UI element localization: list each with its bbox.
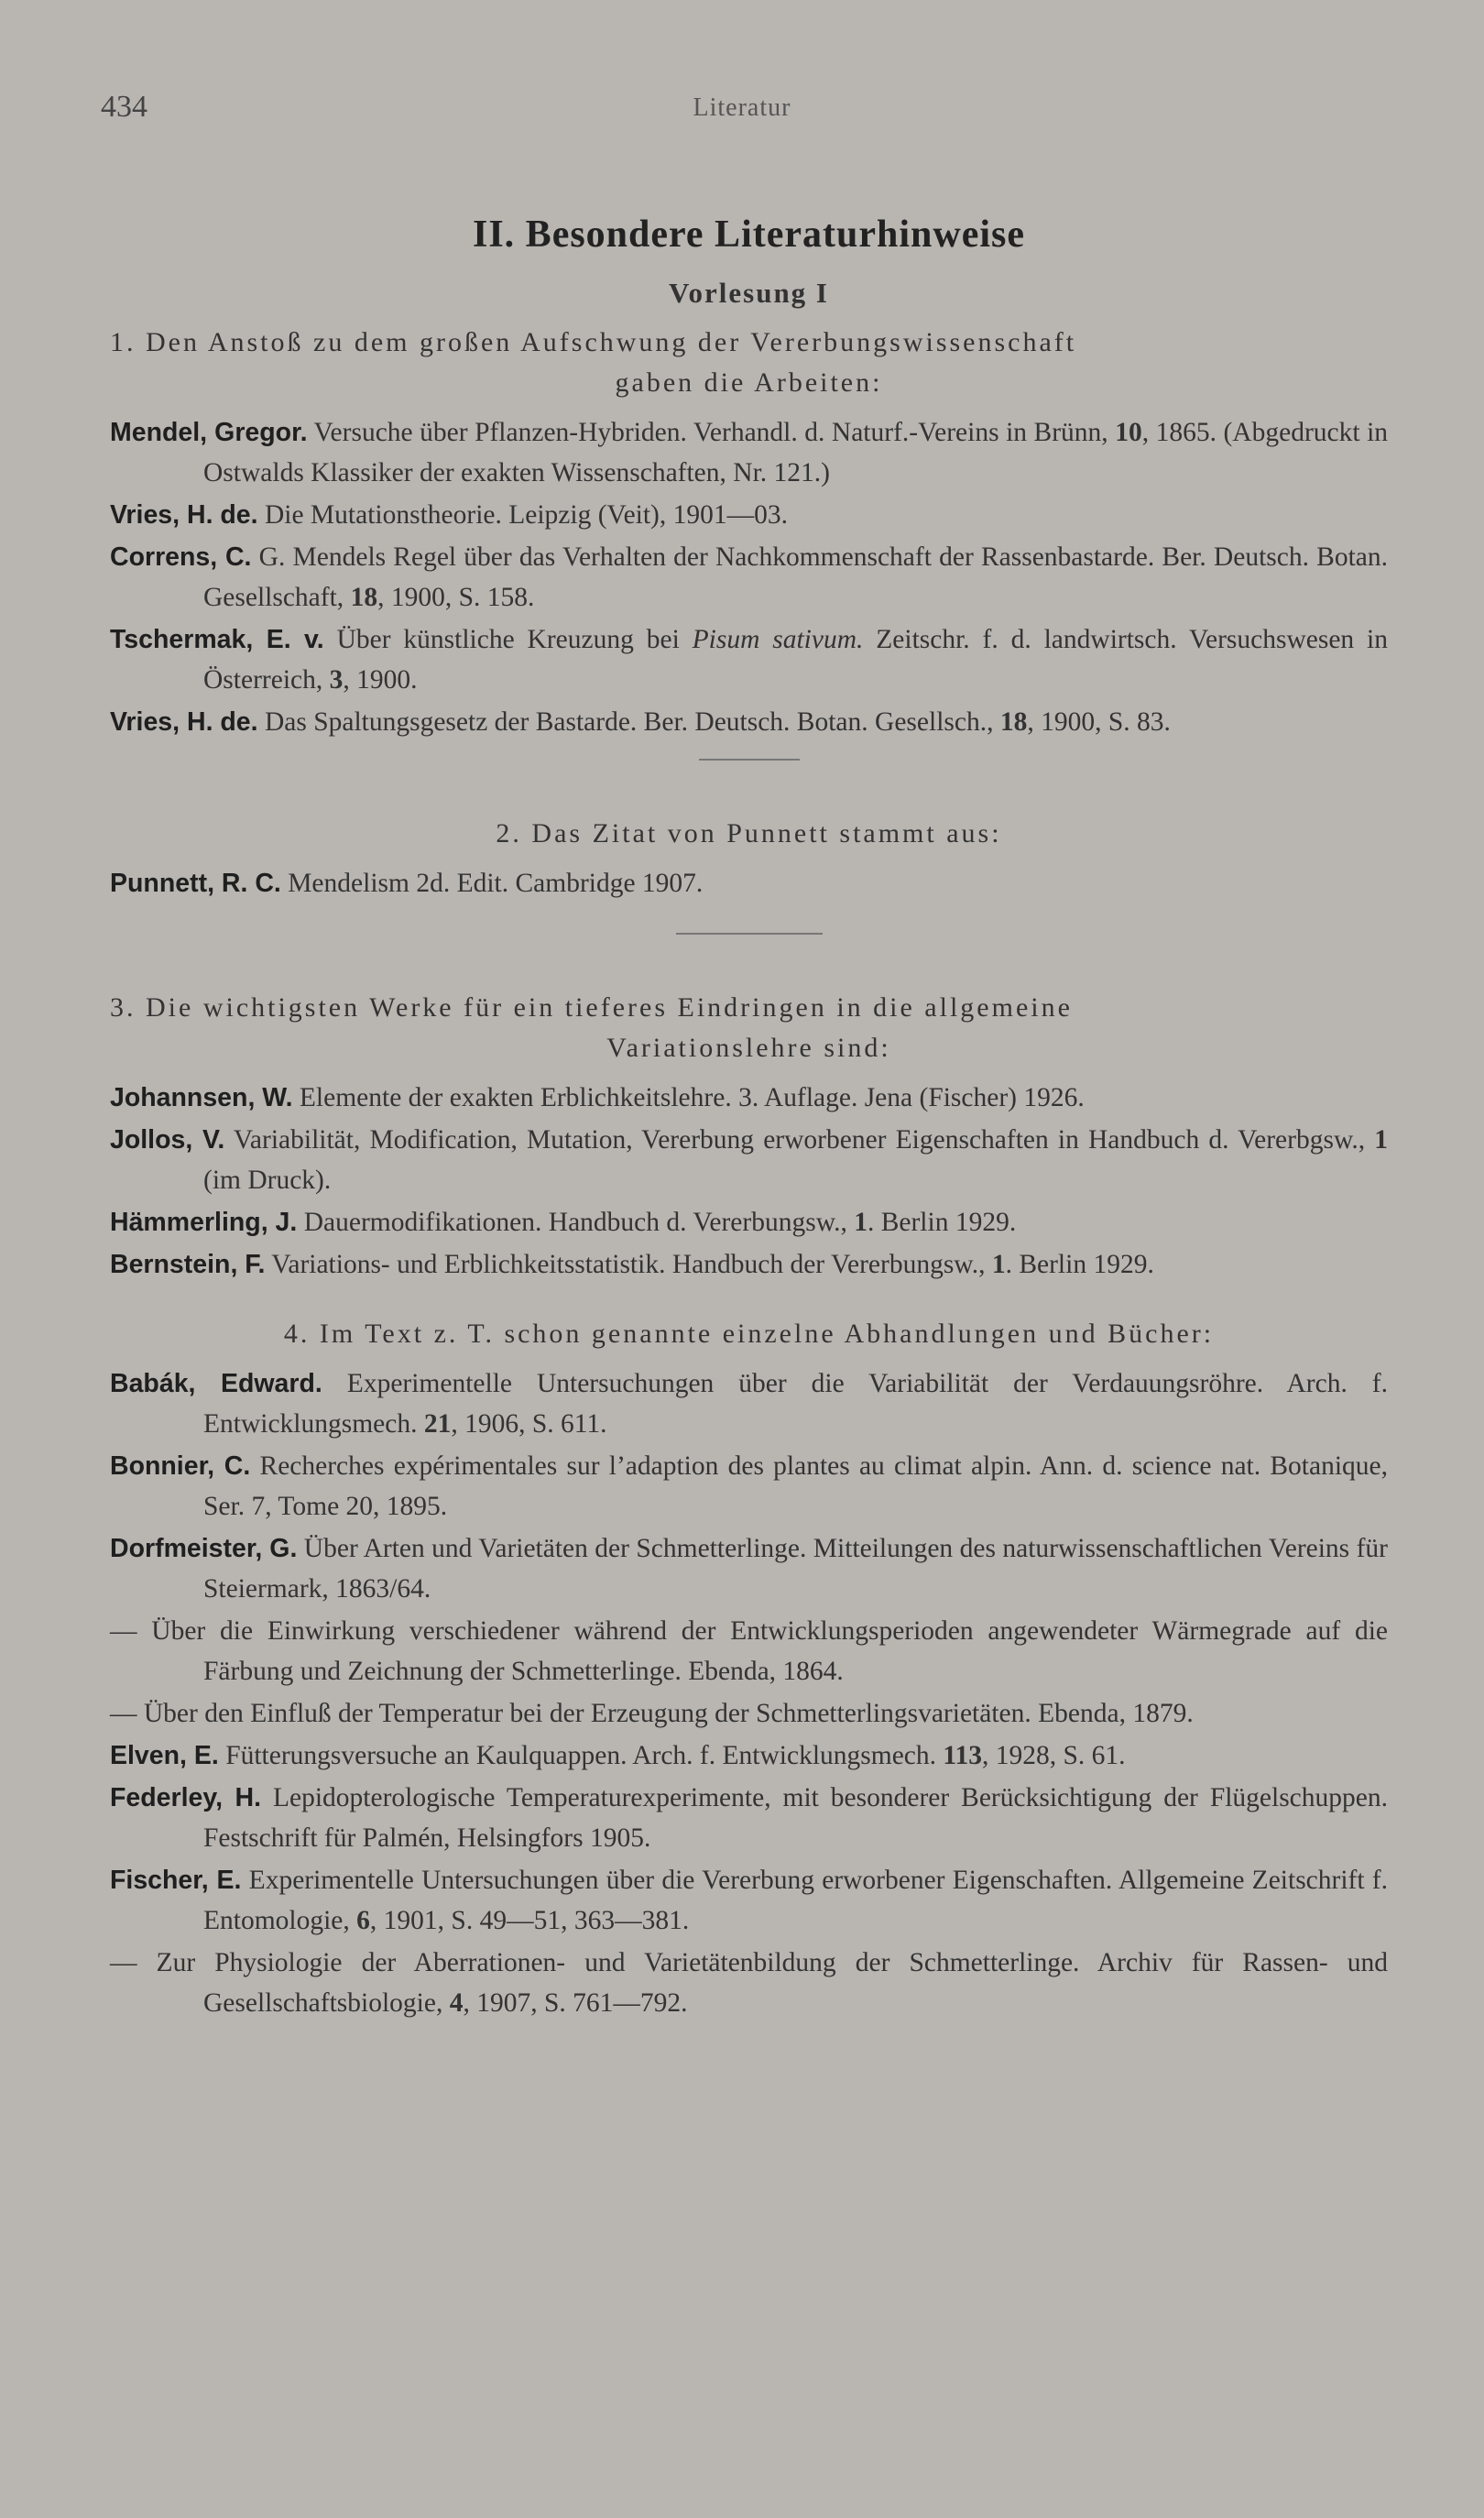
reference-text: Über den Einfluß der Temperatur bei der Erzeugung der Schmetterlingsvarietäten. Ebenda, 1879.	[136, 1699, 1194, 1728]
section-1-intro-line2: gaben die Arbeiten:	[615, 367, 883, 398]
reference-author: Fischer, E.	[110, 1866, 242, 1895]
section-3-intro-line1: 3. Die wichtigsten Werke für ein tieferes Eindringen in die allgemeine	[110, 992, 1073, 1023]
page-number: 434	[101, 90, 147, 124]
reference-volume: 21	[423, 1409, 452, 1439]
reference-text: Fütterungsversuche an Kaulquappen. Arch. f. Entwicklungsmech.	[218, 1741, 944, 1770]
reference-author: Punnett, R. C.	[110, 869, 281, 898]
reference-entry	[110, 1693, 1388, 1734]
reference-entry	[110, 537, 1388, 618]
reference-entry	[110, 702, 1388, 742]
section-1-intro	[110, 323, 1388, 403]
reference-volume: 1	[1374, 1125, 1388, 1155]
reference-text: Elemente der exakten Erblichkeitslehre. 3. Auflage. Jena (Fischer) 1926.	[292, 1083, 1085, 1112]
reference-author: Hämmerling, J.	[110, 1208, 298, 1237]
reference-text: Recherches expérimentales sur l’adaption des plantes au climat alpin. Ann. d. science nat. Botanique, Ser. 7, Tome 20, 1895.	[203, 1451, 1388, 1521]
reference-author: Federley, H.	[110, 1783, 262, 1812]
reference-entry	[110, 1528, 1388, 1609]
reference-author: Johannsen, W.	[110, 1083, 293, 1112]
reference-author: Babák, Edward.	[110, 1369, 322, 1398]
reference-volume: 1	[854, 1208, 867, 1237]
section-1-intro-line1: 1. Den Anstoß zu dem großen Aufschwung der Vererbungswissenschaft	[110, 327, 1077, 357]
reference-text: Das Spaltungsgesetz der Bastarde. Ber. Deutsch. Botan. Gesellsch.,	[257, 707, 1000, 737]
reference-volume: 6	[356, 1906, 370, 1935]
reference-text: Über Arten und Varietäten der Schmetterlinge. Mitteilungen des naturwissenschaftlichen Vereins für Steiermark, 1863/64.	[203, 1534, 1388, 1604]
reference-text: Variabilität, Modification, Mutation, Vererbung erworbener Eigenschaften in Handbuch d. Vererbgsw.,	[224, 1125, 1375, 1155]
page-header	[0, 90, 1484, 136]
reference-text: . Berlin 1929.	[1005, 1250, 1154, 1279]
reference-author: Bonnier, C.	[110, 1451, 251, 1481]
reference-entry	[110, 1778, 1388, 1858]
section-2-intro: 2. Das Zitat von Punnett stammt aus:	[496, 818, 1002, 848]
section-title: II. Besondere Literaturhinweise	[472, 213, 1026, 256]
reference-entry	[110, 1244, 1388, 1285]
reference-author: Correns, C.	[110, 542, 252, 572]
reference-author: Jollos, V.	[110, 1125, 225, 1155]
reference-text: , 1928, S. 61.	[982, 1741, 1126, 1770]
reference-text: Zeitschr. f. d. landwirtsch. Versuchswesen in Österreich,	[203, 625, 1388, 695]
reference-author: Tschermak, E. v.	[110, 625, 324, 654]
reference-author: Dorfmeister, G.	[110, 1534, 298, 1563]
reference-volume: 18	[999, 707, 1028, 737]
reference-text: G. Mendels Regel über das Verhalten der Nachkommenschaft der Rassenbastarde. Ber. Deutsch. Botan. Gesellschaft,	[203, 542, 1388, 612]
reference-text: Dauermodifikationen. Handbuch d. Vererbungsw.,	[297, 1208, 855, 1237]
reference-volume: 10	[1115, 418, 1142, 447]
reference-text: , 1900.	[343, 665, 418, 695]
reference-text: Variations- und Erblichkeitsstatistik. Handbuch der Vererbungsw.,	[265, 1250, 992, 1279]
reference-entry	[110, 863, 1388, 903]
reference-entry	[110, 1611, 1388, 1691]
reference-volume: 18	[350, 583, 378, 612]
reference-text: , 1901, S. 49—51, 363—381.	[369, 1906, 690, 1935]
reference-text: Die Mutationstheorie. Leipzig (Veit), 1901—03.	[257, 500, 788, 530]
reference-entry	[110, 495, 1388, 535]
reference-entry	[110, 1446, 1388, 1527]
ditto-dash: —	[110, 1616, 137, 1646]
reference-text: (im Druck).	[203, 1166, 332, 1195]
reference-author: Bernstein, F.	[110, 1250, 266, 1279]
reference-text: Experimentelle Untersuchungen über die Variabilität der Verdauungsröhre. Arch. f. Entwicklungsmech.	[203, 1369, 1388, 1439]
ditto-dash: —	[110, 1699, 137, 1728]
section-3-intro-line2: Variationslehre sind:	[606, 1033, 891, 1063]
reference-author: Vries, H. de.	[110, 707, 258, 737]
reference-entry	[110, 1078, 1388, 1118]
reference-entry	[110, 1735, 1388, 1776]
reference-species-name: Pisum sativum.	[692, 625, 864, 654]
reference-text: Zur Physiologie der Aberrationen- und Varietätenbildung der Schmetterlinge. Archiv für Rassen- und Gesellschaftsbiologie,	[136, 1948, 1388, 2018]
ditto-dash: —	[110, 1948, 137, 1977]
reference-text: , 1900, S. 83.	[1027, 707, 1171, 737]
reference-entry	[110, 1120, 1388, 1200]
reference-text: Über künstliche Kreuzung bei	[323, 625, 693, 654]
section-3-intro	[110, 988, 1388, 1068]
reference-volume: 1	[991, 1250, 1006, 1279]
reference-text: Experimentelle Untersuchungen über die Vererbung erworbener Eigenschaften. Allgemeine Zeitschrift f. Entomologie,	[203, 1866, 1388, 1935]
reference-entry	[110, 412, 1388, 493]
reference-entry	[110, 1202, 1388, 1243]
reference-text: , 1900, S. 158.	[377, 583, 535, 612]
reference-entry	[110, 619, 1388, 700]
reference-text: , 1865. (Abgedruckt in Ostwalds Klassiker der exakten Wissenschaften, Nr. 121.)	[203, 418, 1389, 487]
reference-author: Vries, H. de.	[110, 500, 258, 530]
reference-entry	[110, 1363, 1388, 1444]
reference-volume: 113	[943, 1741, 983, 1770]
lecture-heading: Vorlesung I	[668, 277, 830, 309]
running-head: Literatur	[693, 93, 791, 122]
reference-text: Versuche über Pflanzen-Hybriden. Verhandl. d. Naturf.-Vereins in Brünn,	[307, 418, 1116, 447]
reference-author: Elven, E.	[110, 1741, 219, 1770]
reference-entry	[110, 1943, 1388, 2023]
reference-text: . Berlin 1929.	[867, 1208, 1017, 1237]
reference-volume: 4	[449, 1988, 464, 2018]
reference-text: Mendelism 2d. Edit. Cambridge 1907.	[280, 869, 704, 898]
reference-text: Über die Einwirkung verschiedener während der Entwicklungsperioden angewendeter Wärmegrade auf die Färbung und Zeichnung der Schmetterlinge. Ebenda, 1864.	[136, 1616, 1388, 1686]
section-4-intro: 4. Im Text z. T. schon genannte einzelne Abhandlungen und Bücher:	[283, 1319, 1215, 1349]
reference-text: , 1906, S. 611.	[451, 1409, 607, 1439]
reference-entry	[110, 1860, 1388, 1941]
page-body	[110, 213, 1388, 2025]
reference-author: Mendel, Gregor.	[110, 418, 308, 447]
reference-text: Lepidopterologische Temperaturexperimente, mit besonderer Berücksichtigung der Flügelschuppen. Festschrift für Palmén, Helsingfors 1905.	[203, 1783, 1388, 1853]
reference-text: , 1907, S. 761—792.	[463, 1988, 688, 2018]
reference-volume: 3	[329, 665, 344, 695]
